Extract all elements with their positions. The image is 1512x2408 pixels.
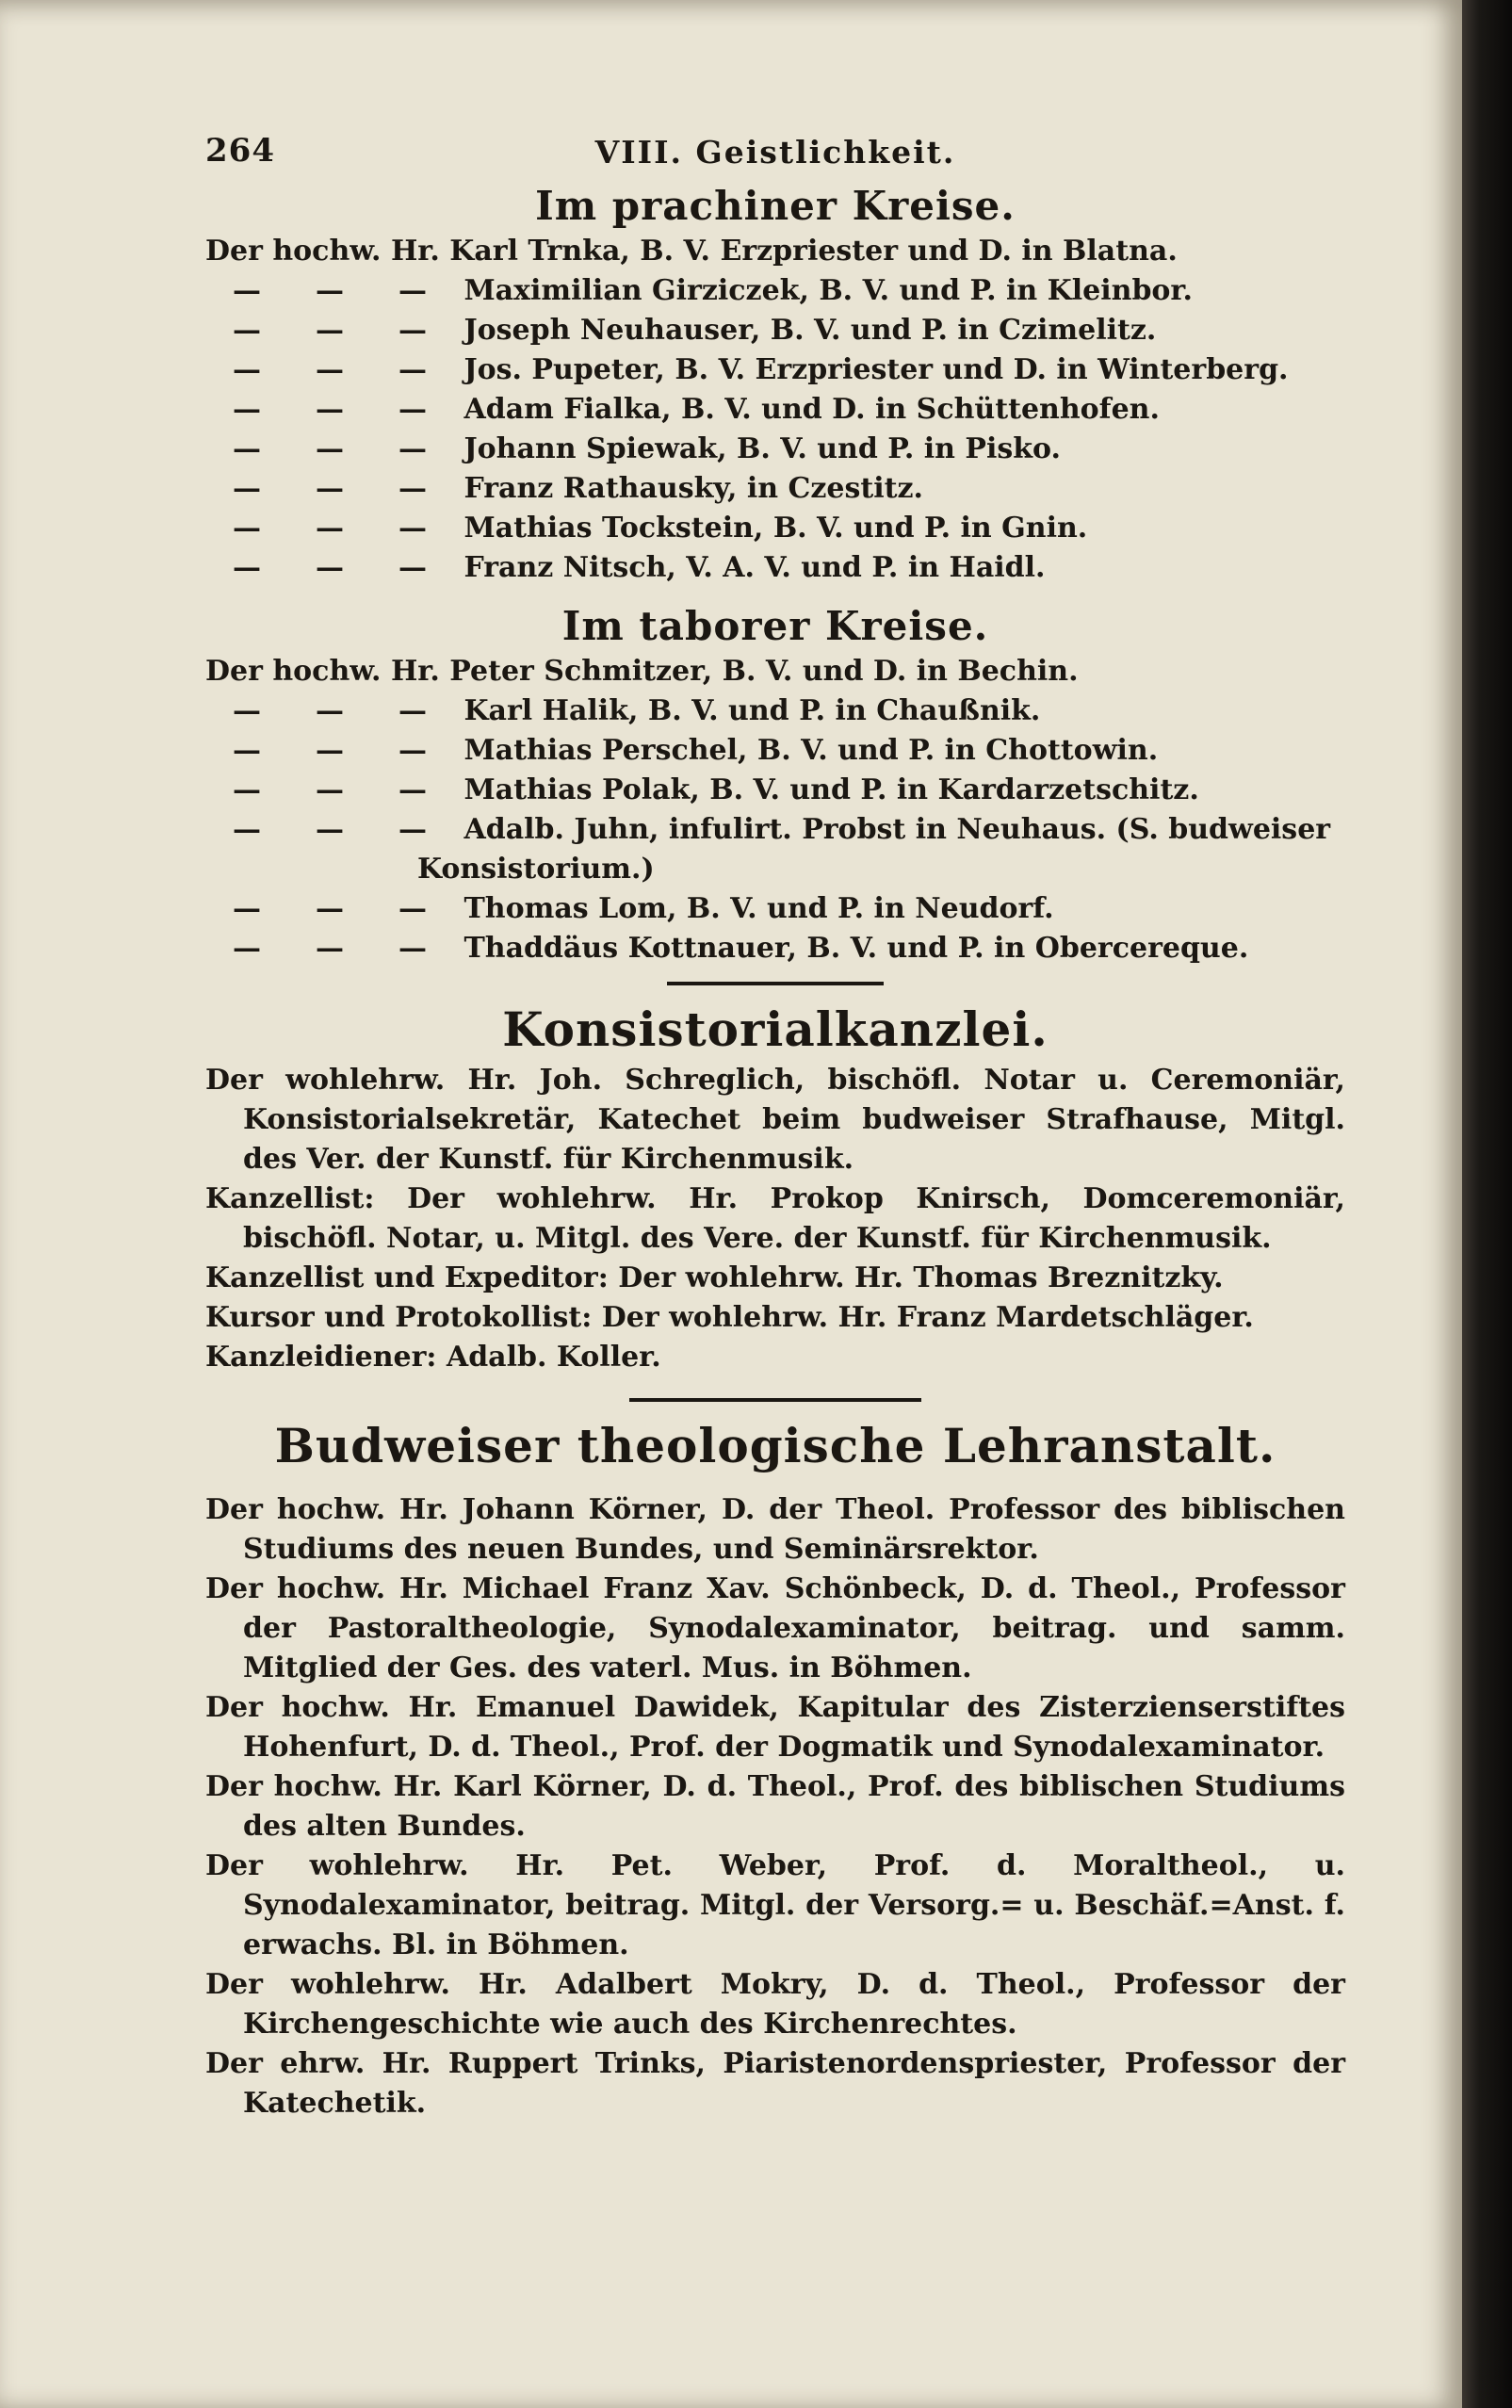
paragraph: Kanzellist: Der wohlehrw. Hr. Prokop Knirsch, Domceremoniär, bischöfl. Notar, u. Mitgl. des Vere. der Kunstf. für Kirchenmusik. — [205, 1182, 1345, 1255]
list-item: — — — Jos. Pupeter, B. V. Erzpriester und D. in Winterberg. — [233, 353, 1289, 386]
list-item: — — — Adalb. Juhn, infulirt. Probst in Neuhaus. (S. budweiser — [233, 813, 1331, 846]
paragraph: Der wohlehrw. Hr. Pet. Weber, Prof. d. Moraltheol., u. Synodalexaminator, beitrag. Mitgl. der Versorg.= u. Beschäf.=Anst. f. erwachs. Bl. in Böhmen. — [205, 1849, 1345, 1961]
list-item: — — — Franz Rathausky, in Czestitz. — [233, 472, 923, 505]
heading-prachiner: Im prachiner Kreise. — [535, 183, 1016, 229]
page-content — [205, 132, 1345, 2123]
list-item: — — — Mathias Tockstein, B. V. und P. in Gnin. — [233, 512, 1088, 545]
paragraph: Der ehrw. Hr. Ruppert Trinks, Piaristenordenspriester, Professor der Katechetik. — [205, 2047, 1345, 2120]
list-item: — — — Adam Fialka, B. V. und D. in Schüttenhofen. — [233, 393, 1160, 426]
paragraph: Kursor und Protokollist: Der wohlehrw. Hr. Franz Mardetschläger. — [205, 1301, 1254, 1334]
paragraph: Der hochw. Hr. Michael Franz Xav. Schönbeck, D. d. Theol., Professor der Pastoraltheologie, Synodalexaminator, beitrag. und samm. Mitglied der Ges. des vaterl. Mus. in Böhmen. — [205, 1572, 1345, 1684]
paragraph: Der hochw. Hr. Johann Körner, D. der Theol. Professor des biblischen Studiums des neuen Bundes, und Seminärsrektor. — [205, 1493, 1345, 1566]
heading-konsistorialkanzlei: Konsistorialkanzlei. — [502, 1001, 1049, 1057]
heading-taborer: Im taborer Kreise. — [561, 603, 989, 649]
list-item: — — — Thomas Lom, B. V. und P. in Neudorf. — [233, 892, 1054, 925]
list-item: — — — Joseph Neuhauser, B. V. und P. in Czimelitz. — [233, 314, 1157, 347]
running-title: VIII. Geistlichkeit. — [594, 134, 956, 171]
list-item: — — — Franz Nitsch, V. A. V. und P. in Haidl. — [233, 551, 1046, 584]
paragraph: Kanzellist und Expeditor: Der wohlehrw. Hr. Thomas Breznitzky. — [205, 1261, 1224, 1294]
list-item: — — — Karl Halik, B. V. und P. in Chaußnik. — [233, 694, 1041, 727]
list-item: Der hochw. Hr. Karl Trnka, B. V. Erzpriester und D. in Blatna. — [205, 235, 1178, 268]
list-item: — — — Johann Spiewak, B. V. und P. in Pisko. — [233, 432, 1061, 465]
list-item: — — — Thaddäus Kottnauer, B. V. und P. in Obercereque. — [233, 932, 1249, 965]
list-item-continuation: Konsistorium.) — [417, 853, 655, 886]
list-item: Der hochw. Hr. Peter Schmitzer, B. V. und D. in Bechin. — [205, 655, 1079, 688]
list-item: — — — Mathias Polak, B. V. und P. in Kardarzetschitz. — [233, 773, 1199, 806]
page-gutter-edge — [1462, 0, 1512, 2408]
paragraph: Der wohlehrw. Hr. Adalbert Mokry, D. d. Theol., Professor der Kirchengeschichte wie auch des Kirchenrechtes. — [205, 1968, 1345, 2041]
list-item: — — — Mathias Perschel, B. V. und P. in Chottowin. — [233, 734, 1159, 767]
paragraph: Der hochw. Hr. Karl Körner, D. d. Theol., Prof. des biblischen Studiums des alten Bundes. — [205, 1770, 1345, 1843]
running-head — [205, 132, 1345, 181]
heading-lehranstalt: Budweiser theologische Lehranstalt. — [274, 1418, 1276, 1473]
page-number: 264 — [205, 132, 275, 170]
list-item: — — — Maximilian Girziczek, B. V. und P. in Kleinbor. — [233, 274, 1193, 307]
paragraph: Der hochw. Hr. Emanuel Dawidek, Kapitular des Zisterzienserstiftes Hohenfurt, D. d. Theol., Prof. der Dogmatik und Synodalexaminator. — [205, 1691, 1345, 1764]
paragraph: Der wohlehrw. Hr. Joh. Schreglich, bischöfl. Notar u. Ceremoniär, Konsistorialsekretär, Katechet beim budweiser Strafhause, Mitgl. des Ver. der Kunstf. für Kirchenmusik. — [205, 1064, 1345, 1176]
paragraph: Kanzleidiener: Adalb. Koller. — [205, 1341, 661, 1374]
